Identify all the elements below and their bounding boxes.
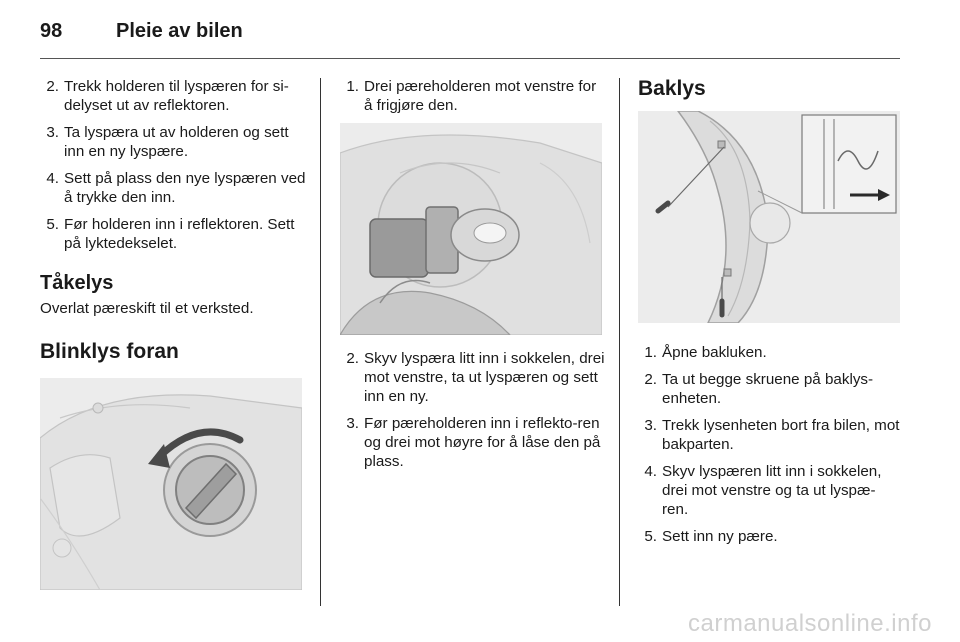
step-number: 4.: [46, 170, 59, 187]
column-1: [40, 77, 308, 590]
list-item: [40, 123, 308, 161]
step-text: Før holderen inn i reflektoren. Sett på lyktedekselet.: [64, 216, 295, 252]
step-number: 2.: [644, 371, 657, 388]
step-text: Ta ut begge skruene på baklys-enheten.: [662, 371, 874, 407]
indicator-steps-list-bottom: [340, 349, 605, 471]
step-number: 2.: [346, 350, 359, 367]
step-text: Sett på plass den nye lyspæren ved å trykke den inn.: [64, 170, 306, 206]
column-3: [638, 77, 900, 554]
step-number: 2.: [46, 78, 59, 95]
fog-light-heading: Tåkelys: [40, 272, 114, 294]
front-indicator-drawing: [40, 378, 302, 590]
list-item: [40, 169, 308, 207]
list-item: [638, 343, 900, 362]
list-item: [40, 215, 308, 253]
column-divider-1: [320, 78, 321, 606]
step-text: Skyv lyspæra litt inn i sokkelen, drei mot venstre, ta ut lyspæren og sett inn en ny.: [364, 350, 605, 405]
step-text: Åpne bakluken.: [662, 344, 767, 361]
step-number: 1.: [644, 344, 657, 361]
list-item: [340, 414, 605, 471]
list-item: [638, 527, 900, 546]
step-number: 5.: [46, 216, 59, 233]
step-number: 3.: [346, 415, 359, 432]
watermark-text: carmanualsonline.info: [688, 610, 932, 637]
step-text: Sett inn ny pære.: [662, 528, 778, 545]
step-text: Drei pæreholderen mot venstre for å frigjøre den.: [364, 78, 597, 114]
bulb-holder-drawing: [340, 123, 602, 335]
step-text: Trekk lysenheten bort fra bilen, mot bakparten.: [662, 417, 900, 453]
list-item: [638, 370, 900, 408]
list-item: [638, 416, 900, 454]
tail-light-illustration: [638, 111, 900, 323]
step-number: 3.: [46, 124, 59, 141]
step-text: Skyv lyspæren litt inn i sokkelen, drei mot venstre og ta ut lyspæ-ren.: [662, 463, 882, 518]
step-text: Ta lyspæra ut av holderen og sett inn en ny lyspære.: [64, 124, 289, 160]
tail-light-heading: Baklys: [638, 77, 706, 100]
header-divider: [40, 58, 900, 59]
list-item: [638, 462, 900, 519]
list-item: [40, 77, 308, 115]
step-number: 4.: [644, 463, 657, 480]
front-indicator-illustration: [40, 378, 302, 590]
tail-light-steps-list: [638, 343, 900, 546]
sidelight-steps-list: [40, 77, 308, 253]
step-number: 3.: [644, 417, 657, 434]
list-item: [340, 349, 605, 406]
front-indicator-heading: Blinklys foran: [40, 340, 179, 363]
list-item: [340, 77, 605, 115]
column-2: [340, 77, 605, 479]
fog-light-text: Overlat pæreskift til et verksted.: [40, 300, 254, 317]
tail-light-drawing: [638, 111, 900, 323]
step-number: 5.: [644, 528, 657, 545]
step-number: 1.: [346, 78, 359, 95]
bulb-holder-illustration: [340, 123, 602, 335]
indicator-steps-list-top: [340, 77, 605, 115]
page-number: 98: [40, 20, 63, 42]
step-text: Trekk holderen til lyspæren for si-delyset ut av reflektoren.: [64, 78, 289, 114]
column-divider-2: [619, 78, 620, 606]
page-title: Pleie av bilen: [116, 20, 243, 42]
step-text: Før pæreholderen inn i reflekto-ren og drei mot høyre for å låse den på plass.: [364, 415, 601, 470]
